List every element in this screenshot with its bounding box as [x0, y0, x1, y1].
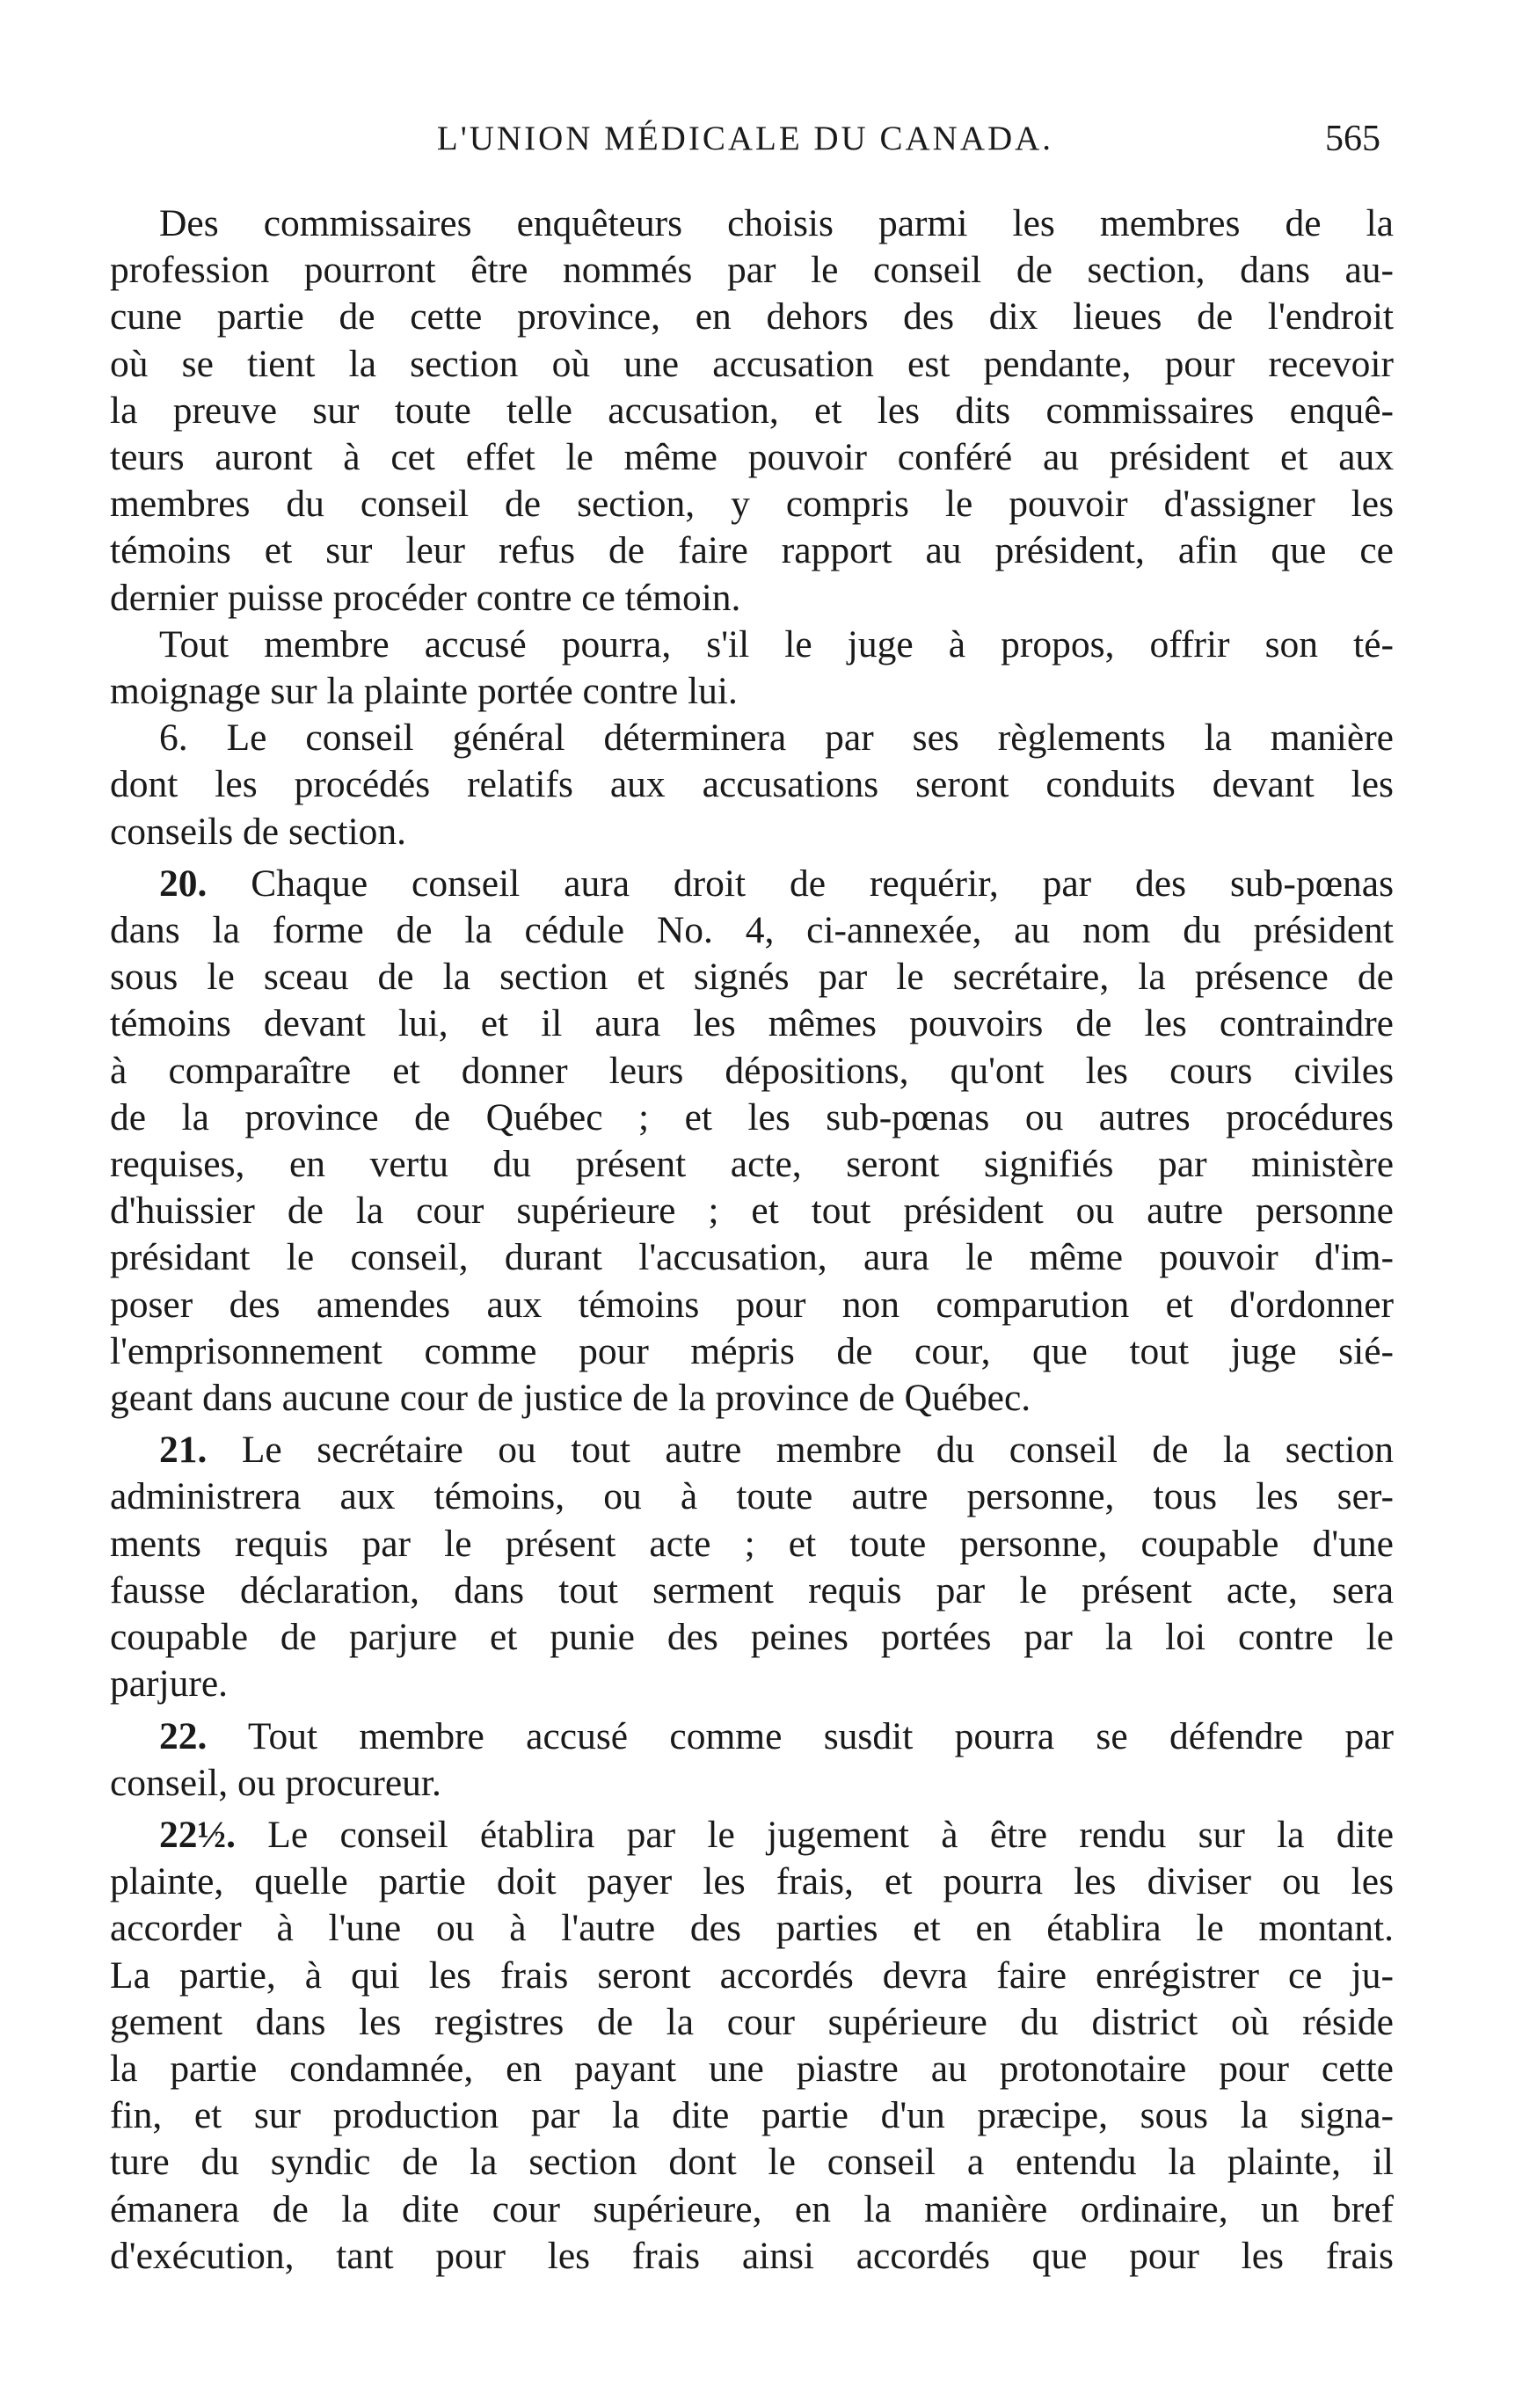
text-line: profession pourront être nommés par le conseil de section, dans au-: [110, 249, 1394, 292]
text-line: 6. Le conseil général déterminera par ses règlements la manière: [159, 717, 1394, 760]
article-22-half: [110, 1812, 1394, 2280]
text-line: gement dans les registres de la cour supérieure du district où réside: [110, 2000, 1394, 2043]
text-line: ture du syndic de la section dont le conseil a entendu la plainte, il: [110, 2141, 1394, 2184]
article-22: [110, 1713, 1394, 1807]
text-line: [110, 1713, 1394, 1760]
article-21: [110, 1427, 1394, 1707]
article-number: 21.: [159, 1429, 208, 1472]
text-line: conseils de section.: [110, 810, 407, 853]
text-line: [110, 1427, 1394, 1473]
text-line: coupable de parjure et punie des peines portées par la loi contre le: [110, 1616, 1394, 1659]
text-line: [110, 861, 1394, 907]
text-line: la partie condamnée, en payant une piastre au protonotaire pour cette: [110, 2047, 1394, 2090]
text-line: La partie, à qui les frais seront accordés devra faire enrégistrer ce ju-: [110, 1953, 1394, 1997]
paragraph: [110, 622, 1394, 715]
article-number: 22½.: [159, 1813, 236, 1856]
article-number: 20.: [159, 862, 208, 905]
text-line: d'huissier de la cour supérieure ; et tout président ou autre personne: [110, 1189, 1394, 1233]
text-line: émanera de la dite cour supérieure, en la manière ordinaire, un bref: [110, 2187, 1394, 2230]
paragraph: [110, 715, 1394, 855]
text-line: témoins et sur leur refus de faire rapport au président, afin que ce: [110, 529, 1394, 572]
text-line: de la province de Québec ; et les sub-pœnas ou autres procédures: [110, 1095, 1394, 1139]
line-text: Le conseil établira par le jugement à être rendu sur la dite: [267, 1813, 1394, 1856]
line-text: Chaque conseil aura droit de requérir, par des sub-pœnas: [251, 862, 1394, 905]
line-text: Tout membre accusé comme susdit pourra se défendre par: [247, 1714, 1394, 1757]
text-line: membres du conseil de section, y compris le pouvoir d'assigner les: [110, 483, 1394, 526]
text-line: dans la forme de la cédule No. 4, ci-annexée, au nom du président: [110, 909, 1394, 952]
text-line: parjure.: [110, 1662, 229, 1706]
article-number: 22.: [159, 1714, 208, 1757]
body-text: [110, 200, 1394, 2280]
text-line: l'emprisonnement comme pour mépris de cour, que tout juge sié-: [110, 1329, 1394, 1372]
text-line: présidant le conseil, durant l'accusation, aura le même pouvoir d'im-: [110, 1236, 1394, 1279]
text-line: dernier puisse procéder contre ce témoin.: [110, 576, 741, 619]
text-line: fausse déclaration, dans tout serment requis par le présent acte, sera: [110, 1568, 1394, 1611]
text-line: la preuve sur toute telle accusation, et les dits commissaires enquê-: [110, 389, 1394, 432]
article-20: [110, 861, 1394, 1422]
text-line: fin, et sur production par la dite partie d'un præcipe, sous la signa-: [110, 2094, 1394, 2137]
text-line: sous le sceau de la section et signés par le secrétaire, la présence de: [110, 956, 1394, 999]
line-text: Le secrétaire ou tout autre membre du conseil de la section: [241, 1429, 1394, 1472]
text-line: moignage sur la plainte portée contre lui.: [110, 670, 738, 713]
text-line: dont les procédés relatifs aux accusations seront conduits devant les: [110, 763, 1394, 806]
text-line: plainte, quelle partie doit payer les frais, et pourra les diviser ou les: [110, 1860, 1394, 1903]
text-line: à comparaître et donner leurs dépositions, qu'ont les cours civiles: [110, 1049, 1394, 1092]
text-line: où se tient la section où une accusation est pendante, pour recevoir: [110, 342, 1394, 385]
text-line: conseil, ou procureur.: [110, 1761, 441, 1804]
text-line: ments requis par le présent acte ; et toute personne, coupable d'une: [110, 1522, 1394, 1565]
running-head: [110, 113, 1380, 165]
text-line: témoins devant lui, et il aura les mêmes pouvoirs de les contraindre: [110, 1002, 1394, 1045]
text-line: accorder à l'une ou à l'autre des parties et en établira le montant.: [110, 1907, 1394, 1950]
text-line: teurs auront à cet effet le même pouvoir conféré au président et aux: [110, 436, 1394, 479]
paragraph: [110, 200, 1394, 622]
text-line: cune partie de cette province, en dehors des dix lieues de l'endroit: [110, 295, 1394, 338]
text-line: poser des amendes aux témoins pour non comparution et d'ordonner: [110, 1283, 1394, 1326]
text-line: requises, en vertu du présent acte, seront signifiés par ministère: [110, 1143, 1394, 1186]
text-line: Des commissaires enquêteurs choisis parmi les membres de la: [159, 202, 1394, 244]
page-number: 565: [1325, 119, 1380, 159]
journal-title: L'UNION MÉDICALE DU CANADA.: [436, 120, 1054, 157]
text-line: Tout membre accusé pourra, s'il le juge à propos, offrir son té-: [159, 622, 1394, 666]
text-line: geant dans aucune cour de justice de la province de Québec.: [110, 1377, 1031, 1420]
text-line: [110, 1812, 1394, 1859]
text-line: administrera aux témoins, ou à toute autre personne, tous les ser-: [110, 1475, 1394, 1518]
text-line: d'exécution, tant pour les frais ainsi accordés que pour les frais: [110, 2234, 1394, 2277]
